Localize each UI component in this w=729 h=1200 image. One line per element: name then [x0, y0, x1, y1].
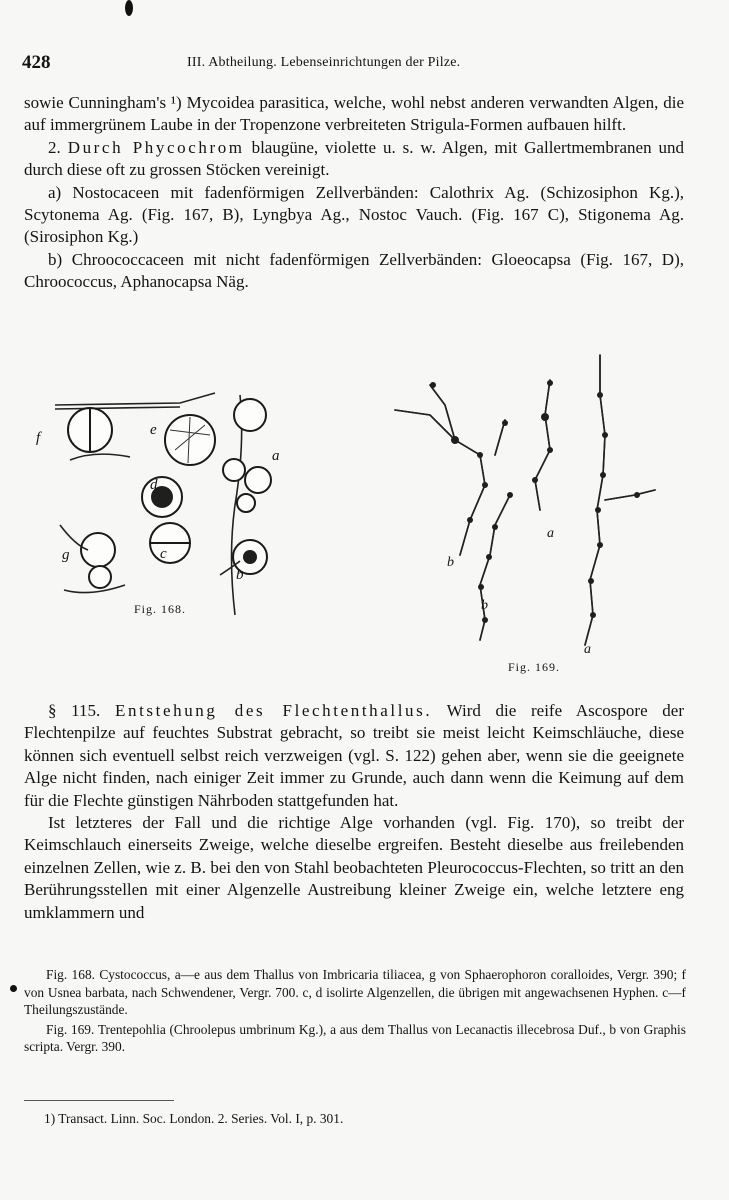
section-115-paragraph-1 [24, 700, 684, 812]
label-e: e [150, 422, 158, 438]
page-header [22, 52, 694, 76]
label-b-169: b [447, 555, 455, 570]
figure-area [0, 330, 729, 690]
section-115-paragraph-2: Ist letzteres der Fall und die richtige Alge vorhanden (vgl. Fig. 170), so treibt der Keimschlauch einerseits Zweige, welche dieselbe ergreifen. Besteht dieselbe aus freilebenden einzelnen Zellen, wie z. B. bei den von Stahl beobachteten Pleurococcus-Flechten, so tritt an den Berührungsstellen mit einer Algenzelle Austreibung kleiner Zweige ein, welche letztere eng umklammern und [24, 813, 684, 922]
label-d: d [150, 477, 159, 493]
label-a-169: a [547, 526, 555, 541]
paragraph-chroococcaceen: b) Chroococcaceen mit nicht fadenförmigen Zellverbänden: Gloeocapsa (Fig. 167, D), Chroococcus, Aphanocapsa Näg. [24, 249, 684, 292]
caption-fig-168: Fig. 168. Cystococcus, a—e aus dem Thallus von Imbricaria tiliacea, g von Sphaerophoron coralloides, Vergr. 390; f von Usnea barbata, nach Schwendener, Vergr. 700. c, d isolirte Algenzellen, die übrigen mit angewachsenen Hyphen. c—f Theilungszustände. [24, 967, 686, 1018]
label-g: g [62, 547, 71, 563]
figure-captions [24, 966, 686, 1058]
label-a: a [272, 448, 281, 464]
paragraph-nostocaceen: a) Nostocaceen mit fadenförmigen Zellverbänden: Calothrix Ag. (Schizosiphon Kg.), Scytonema Ag. (Fig. 167, B), Lyngbya Ag., Nostoc Vauch. (Fig. 167 C), Stigonema Ag. (Sirosiphon Kg.) [24, 182, 684, 247]
label-a-169-lower: a [584, 642, 592, 657]
section-paragraph-text: Wird die reife Ascospore der Flechtenpilze auf feuchtes Substrat gebracht, so treibt sie meist leicht Keimschläuche, diese können sich eventuell selbst reich verzweigen (vgl. S. 122) gehen aber, wenn sie die geeignete Alge nicht finden, nach einiger Zeit immer zu Grunde, auch dann wenn die Keimung auf dem für die Flechte günstigen Nährboden stattgefunden hat. [24, 701, 685, 810]
label-b: b [236, 567, 245, 583]
figure-169-label: Fig. 169. [508, 660, 561, 674]
section-115 [24, 700, 684, 924]
label-c: c [160, 546, 168, 562]
running-head: III. Abtheilung. Lebenseinrichtungen der Pilze. [187, 55, 461, 70]
figure-168-label: Fig. 168. [134, 602, 187, 616]
paragraph-phycochrom [24, 137, 684, 182]
spaced-term: Durch Phycochrom [67, 137, 245, 157]
paragraph-mycoidea: sowie Cunningham's ¹) Mycoidea parasitica, welche, wohl nebst anderen verwandten Algen, die auf immergrünem Laube in der Tropenzone verbreiteten Strigula-Formen aufbauen hilft. [24, 93, 684, 135]
label-f: f [36, 430, 42, 446]
figure-169-illustration [385, 345, 675, 660]
footnote: 1) Transact. Linn. Soc. London. 2. Series. Vol. I, p. 301. [44, 1111, 344, 1126]
page-number: 428 [22, 52, 51, 73]
ink-speck [10, 985, 17, 992]
ink-speck [125, 0, 133, 16]
section-heading: Entstehung des Flechtenthallus. [115, 701, 433, 720]
footnote-rule [24, 1100, 174, 1101]
section-number: § 115. [48, 701, 101, 720]
intro-text [24, 92, 684, 294]
figure-168-illustration [30, 385, 290, 625]
paragraph-rest: blaugüne, violette u. s. w. Algen, mit Gallertmembranen und durch diese oft zu grossen Stöcken vereinigt. [24, 137, 685, 180]
item-number: 2. [48, 137, 61, 157]
caption-fig-169: Fig. 169. Trentepohlia (Chroolepus umbrinum Kg.), a aus dem Thallus von Lecanactis illecebrosa Duf., b von Graphis scripta. Vergr. 390. [24, 1021, 686, 1055]
label-b-169-lower: b [481, 598, 489, 613]
